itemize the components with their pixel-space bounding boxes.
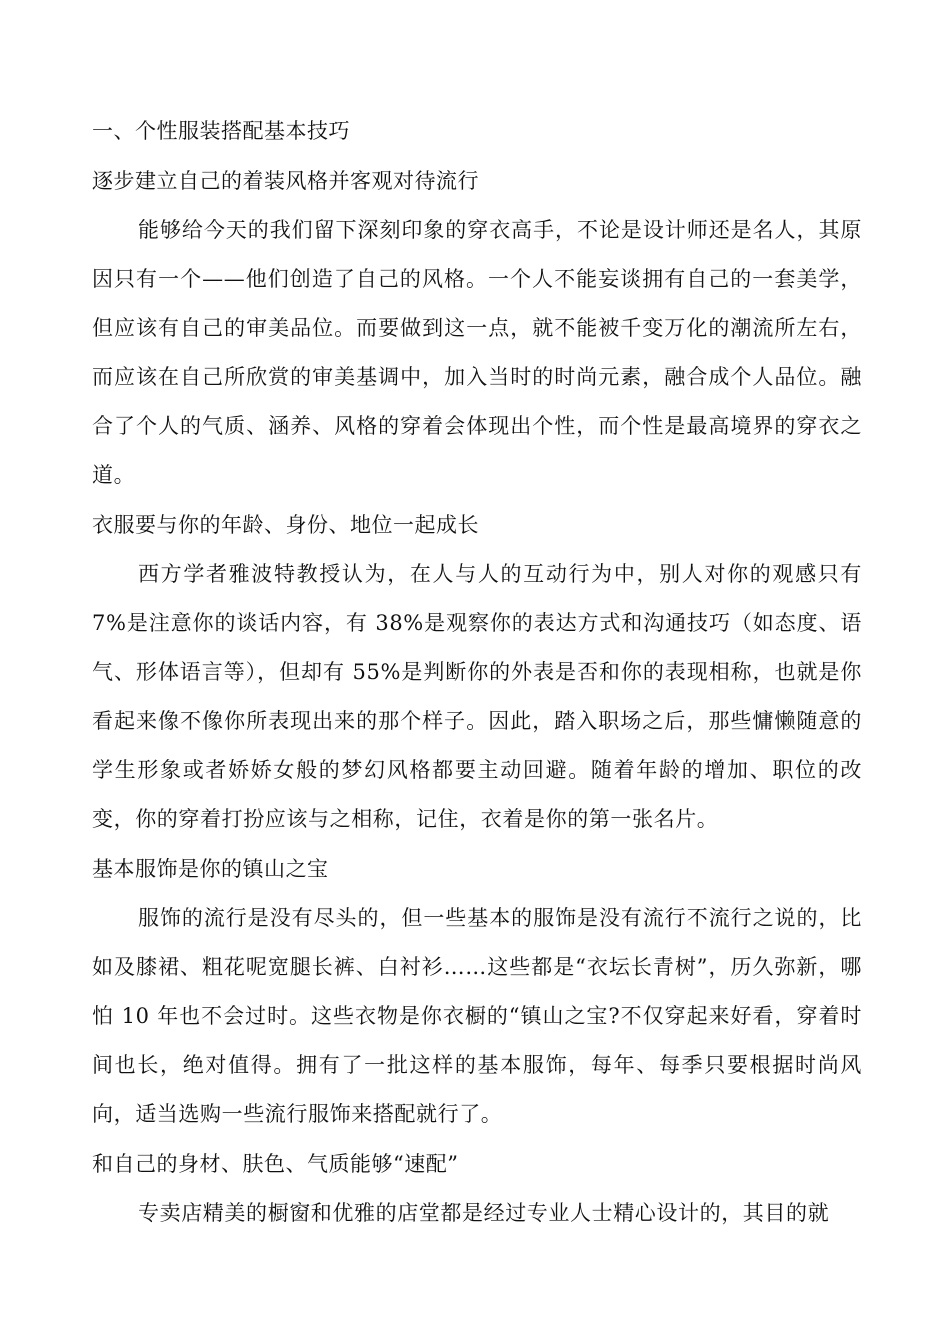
document-body <box>92 106 862 1238</box>
subsection-heading-growth: 衣服要与你的年龄、身份、地位一起成长 <box>92 513 479 537</box>
paragraph-style: 能够给今天的我们留下深刻印象的穿衣高手，不论是设计师还是名人，其原因只有一个——他们创造了自己的风格。一个人不能妄谈拥有自己的一套美学，但应该有自己的审美品位。而要做到这一点，就不能被千变万化的潮流所左右，而应该在自己所欣赏的审美基调中，加入当时的时尚元素，融合成个人品位。融合了个人的气质、涵养、风格的穿着会体现出个性，而个性是最高境界的穿衣之道。 <box>92 218 862 487</box>
paragraph-growth: 西方学者雅波特教授认为，在人与人的互动行为中，别人对你的观感只有7%是注意你的谈话内容，有 38%是观察你的表达方式和沟通技巧（如态度、语气、形体语言等），但却有 55%是判断你的外表是否和你的表现相称，也就是你看起来像不像你所表现出来的那个样子。因此，踏入职场之后，那些慵懒随意的学生形象或者娇娇女般的梦幻风格都要主动回避。随着年龄的增加、职位的改变，你的穿着打扮应该与之相称，记住，衣着是你的第一张名片。 <box>92 562 862 831</box>
subsection-heading-basics: 基本服饰是你的镇山之宝 <box>92 857 329 881</box>
subsection-heading-style: 逐步建立自己的着装风格并客观对待流行 <box>92 169 479 193</box>
subsection-heading-match: 和自己的身材、肤色、气质能够“速配” <box>92 1152 459 1176</box>
section-title: 一、个性服装搭配基本技巧 <box>92 119 350 143</box>
paragraph-match: 专卖店精美的橱窗和优雅的店堂都是经过专业人士精心设计的，其目的就 <box>138 1201 830 1225</box>
paragraph-basics: 服饰的流行是没有尽头的，但一些基本的服饰是没有流行不流行之说的，比如及膝裙、粗花呢宽腿长裤、白衬衫……这些都是“衣坛长青树”，历久弥新，哪怕 10 年也不会过时。这些衣物是你衣橱的“镇山之宝?不仅穿起来好看，穿着时间也长，绝对值得。拥有了一批这样的基本服饰，每年、每季只要根据时尚风向，适当选购一些流行服饰来搭配就行了。 <box>92 906 862 1126</box>
